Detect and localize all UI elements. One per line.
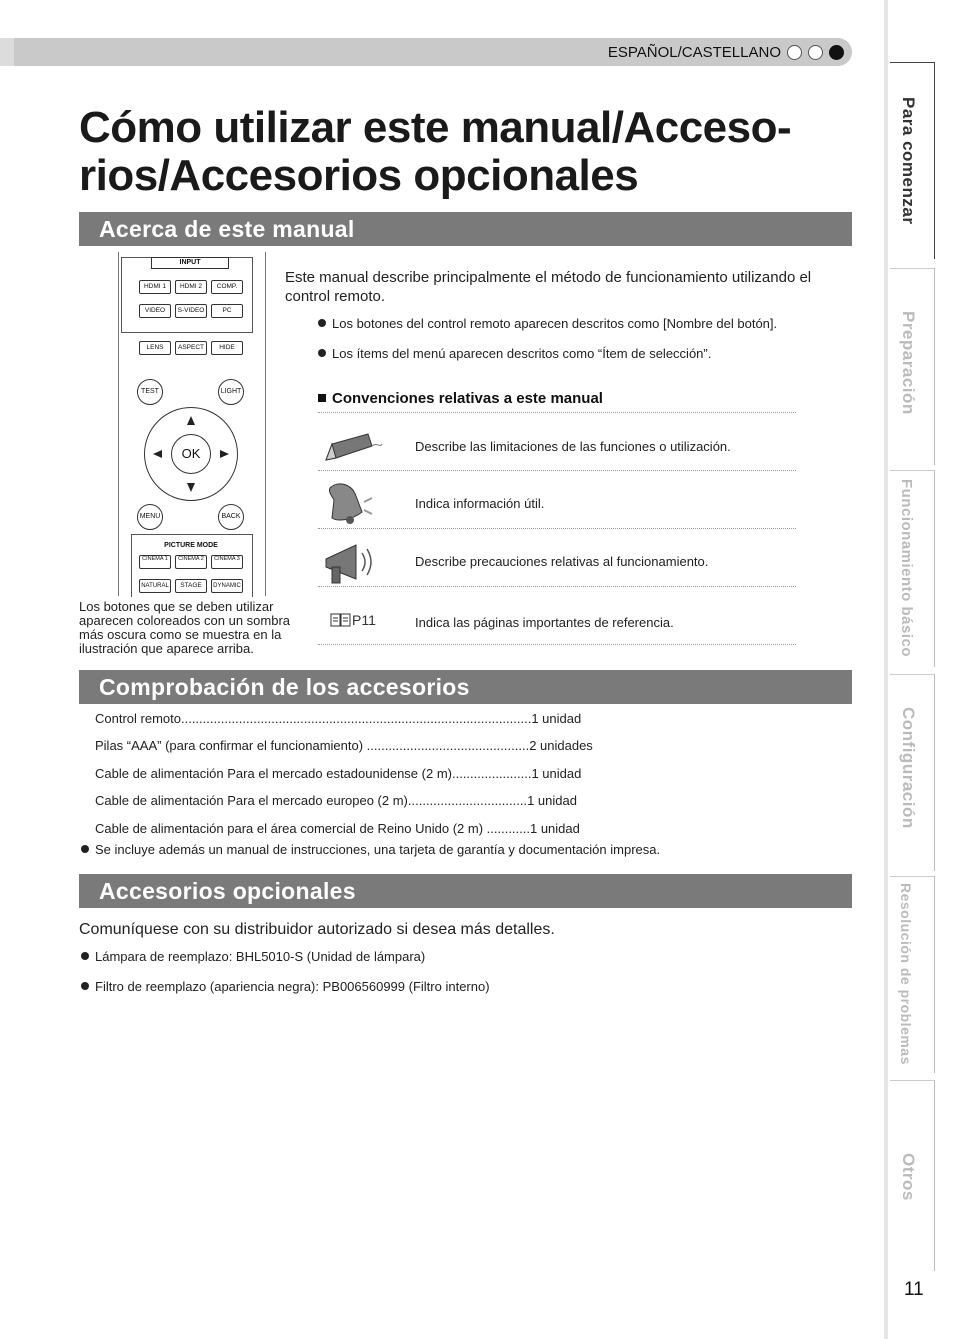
page-title-line1: Cómo utilizar este manual/Acceso- bbox=[79, 103, 792, 152]
optional-item-2: Filtro de reemplazo (apariencia negra): PB006560999 (Filtro interno) bbox=[81, 979, 490, 994]
accessory-item-3: Cable de alimentación Para el mercado estadounidense (2 m)......................1 unidad bbox=[95, 766, 582, 781]
accessory-item-1: Control remoto.................................................................................................1 unidad bbox=[95, 711, 582, 726]
manual-bullet-1: Los botones del control remoto aparecen descritos como [Nombre del botón]. bbox=[318, 316, 777, 331]
remote-natural-button: NATURAL bbox=[139, 579, 171, 593]
remote-back-button: BACK bbox=[218, 504, 244, 530]
accessory-note: Se incluye además un manual de instrucciones, una tarjeta de garantía y documentación impresa. bbox=[81, 842, 660, 857]
convention-text-4: Indica las páginas importantes de referencia. bbox=[415, 615, 674, 630]
pencil-icon bbox=[322, 430, 384, 464]
remote-cinema3-button: CINEMA 3 bbox=[211, 555, 243, 569]
section-heading-optional: Accesorios opcionales bbox=[79, 874, 852, 908]
header-bar-edge bbox=[0, 38, 14, 66]
conventions-divider bbox=[318, 412, 796, 413]
tab-label-configuracion: Configuración bbox=[899, 707, 918, 829]
remote-hdmi1-button: HDMI 1 bbox=[139, 280, 171, 294]
conventions-divider bbox=[318, 586, 796, 587]
remote-hide-button: HIDE bbox=[211, 341, 243, 355]
remote-lens-button: LENS bbox=[139, 341, 171, 355]
header-bar bbox=[0, 38, 852, 66]
conventions-title: Convenciones relativas a este manual bbox=[318, 390, 603, 407]
dot-indicator-1 bbox=[787, 45, 802, 60]
accessory-item-5: Cable de alimentación para el área comercial de Reino Unido (2 m) ............1 unidad bbox=[95, 821, 580, 836]
book-reference-icon bbox=[330, 612, 376, 628]
tab-label-preparacion: Preparación bbox=[899, 311, 918, 415]
conventions-divider bbox=[318, 528, 796, 529]
remote-stage-button: STAGE bbox=[175, 579, 207, 593]
page-title bbox=[79, 104, 839, 200]
accessory-item-2: Pilas “AAA” (para confirmar el funcionamiento) .............................................2 unidades bbox=[95, 738, 593, 753]
remote-cinema2-button: CINEMA 2 bbox=[175, 555, 207, 569]
tab-preparacion[interactable] bbox=[890, 268, 935, 465]
conventions-divider bbox=[318, 470, 796, 471]
tab-configuracion[interactable] bbox=[890, 674, 935, 871]
convention-text-2: Indica información útil. bbox=[415, 496, 545, 511]
bell-icon bbox=[322, 478, 374, 526]
remote-cinema1-button: CINEMA 1 bbox=[139, 555, 171, 569]
remote-hdmi2-button: HDMI 2 bbox=[175, 280, 207, 294]
dpad-arrows-icon bbox=[144, 407, 238, 501]
tab-label-para-comenzar: Para comenzar bbox=[899, 97, 918, 225]
page-title-line2: rios/Accesorios opcionales bbox=[79, 151, 639, 200]
remote-menu-button: MENU bbox=[137, 504, 163, 530]
section-heading-manual: Acerca de este manual bbox=[79, 212, 852, 246]
tab-label-otros: Otros bbox=[899, 1153, 918, 1201]
remote-control-illustration bbox=[118, 252, 266, 596]
remote-light-button: LIGHT bbox=[218, 379, 244, 405]
section-heading-accessories: Comprobación de los accesorios bbox=[79, 670, 852, 704]
manual-intro: Este manual describe principalmente el método de funcionamiento utilizando el control remoto. bbox=[285, 269, 812, 305]
language-label: ESPAÑOL/CASTELLANO bbox=[607, 43, 781, 61]
manual-bullet-2: Los ítems del menú aparecen descritos como “Ítem de selección”. bbox=[318, 346, 711, 361]
remote-aspect-button: ASPECT bbox=[175, 341, 207, 355]
tab-resolucion-problemas[interactable] bbox=[890, 876, 935, 1073]
page-number: 11 bbox=[904, 1279, 924, 1300]
remote-svideo-button: S-VIDEO bbox=[175, 304, 207, 318]
remote-input-label: INPUT bbox=[151, 257, 229, 269]
remote-ok-button: OK bbox=[171, 434, 211, 474]
dot-indicator-active bbox=[829, 45, 844, 60]
conventions-divider bbox=[318, 644, 796, 645]
optional-intro: Comuníquese con su distribuidor autorizado si desea más detalles. bbox=[79, 921, 555, 938]
remote-comp-button: COMP. bbox=[211, 280, 243, 294]
convention-text-3: Describe precauciones relativas al funcionamiento. bbox=[415, 554, 709, 569]
remote-caption: Los botones que se deben utilizar aparecen coloreados con un sombra más oscura como se muestra en la ilustración que aparece arriba. bbox=[79, 599, 291, 656]
remote-pc-button: PC bbox=[211, 304, 243, 318]
megaphone-icon bbox=[322, 539, 378, 587]
tab-funcionamiento-basico[interactable] bbox=[890, 470, 935, 667]
optional-item-1: Lámpara de reemplazo: BHL5010-S (Unidad de lámpara) bbox=[81, 949, 425, 964]
tab-label-resolucion-problemas: Resolución de problemas bbox=[898, 883, 914, 1065]
reference-page-label: P11 bbox=[352, 612, 376, 628]
convention-text-1: Describe las limitaciones de las funciones o utilización. bbox=[415, 439, 731, 454]
book-icon bbox=[330, 613, 352, 627]
language-indicator bbox=[608, 38, 844, 66]
remote-test-button: TEST bbox=[137, 379, 163, 405]
remote-video-button: VIDEO bbox=[139, 304, 171, 318]
chapter-tabs bbox=[884, 0, 954, 1339]
remote-picture-mode-label: PICTURE MODE bbox=[164, 542, 218, 549]
accessory-item-4: Cable de alimentación Para el mercado europeo (2 m).................................1 unidad bbox=[95, 793, 577, 808]
tab-otros[interactable] bbox=[890, 1080, 935, 1271]
tab-para-comenzar[interactable] bbox=[890, 62, 935, 259]
dot-indicator-2 bbox=[808, 45, 823, 60]
remote-dynamic-button: DYNAMIC bbox=[211, 579, 243, 593]
tab-label-funcionamiento-basico: Funcionamiento básico bbox=[898, 479, 915, 658]
sidebar-edge bbox=[884, 0, 888, 1339]
